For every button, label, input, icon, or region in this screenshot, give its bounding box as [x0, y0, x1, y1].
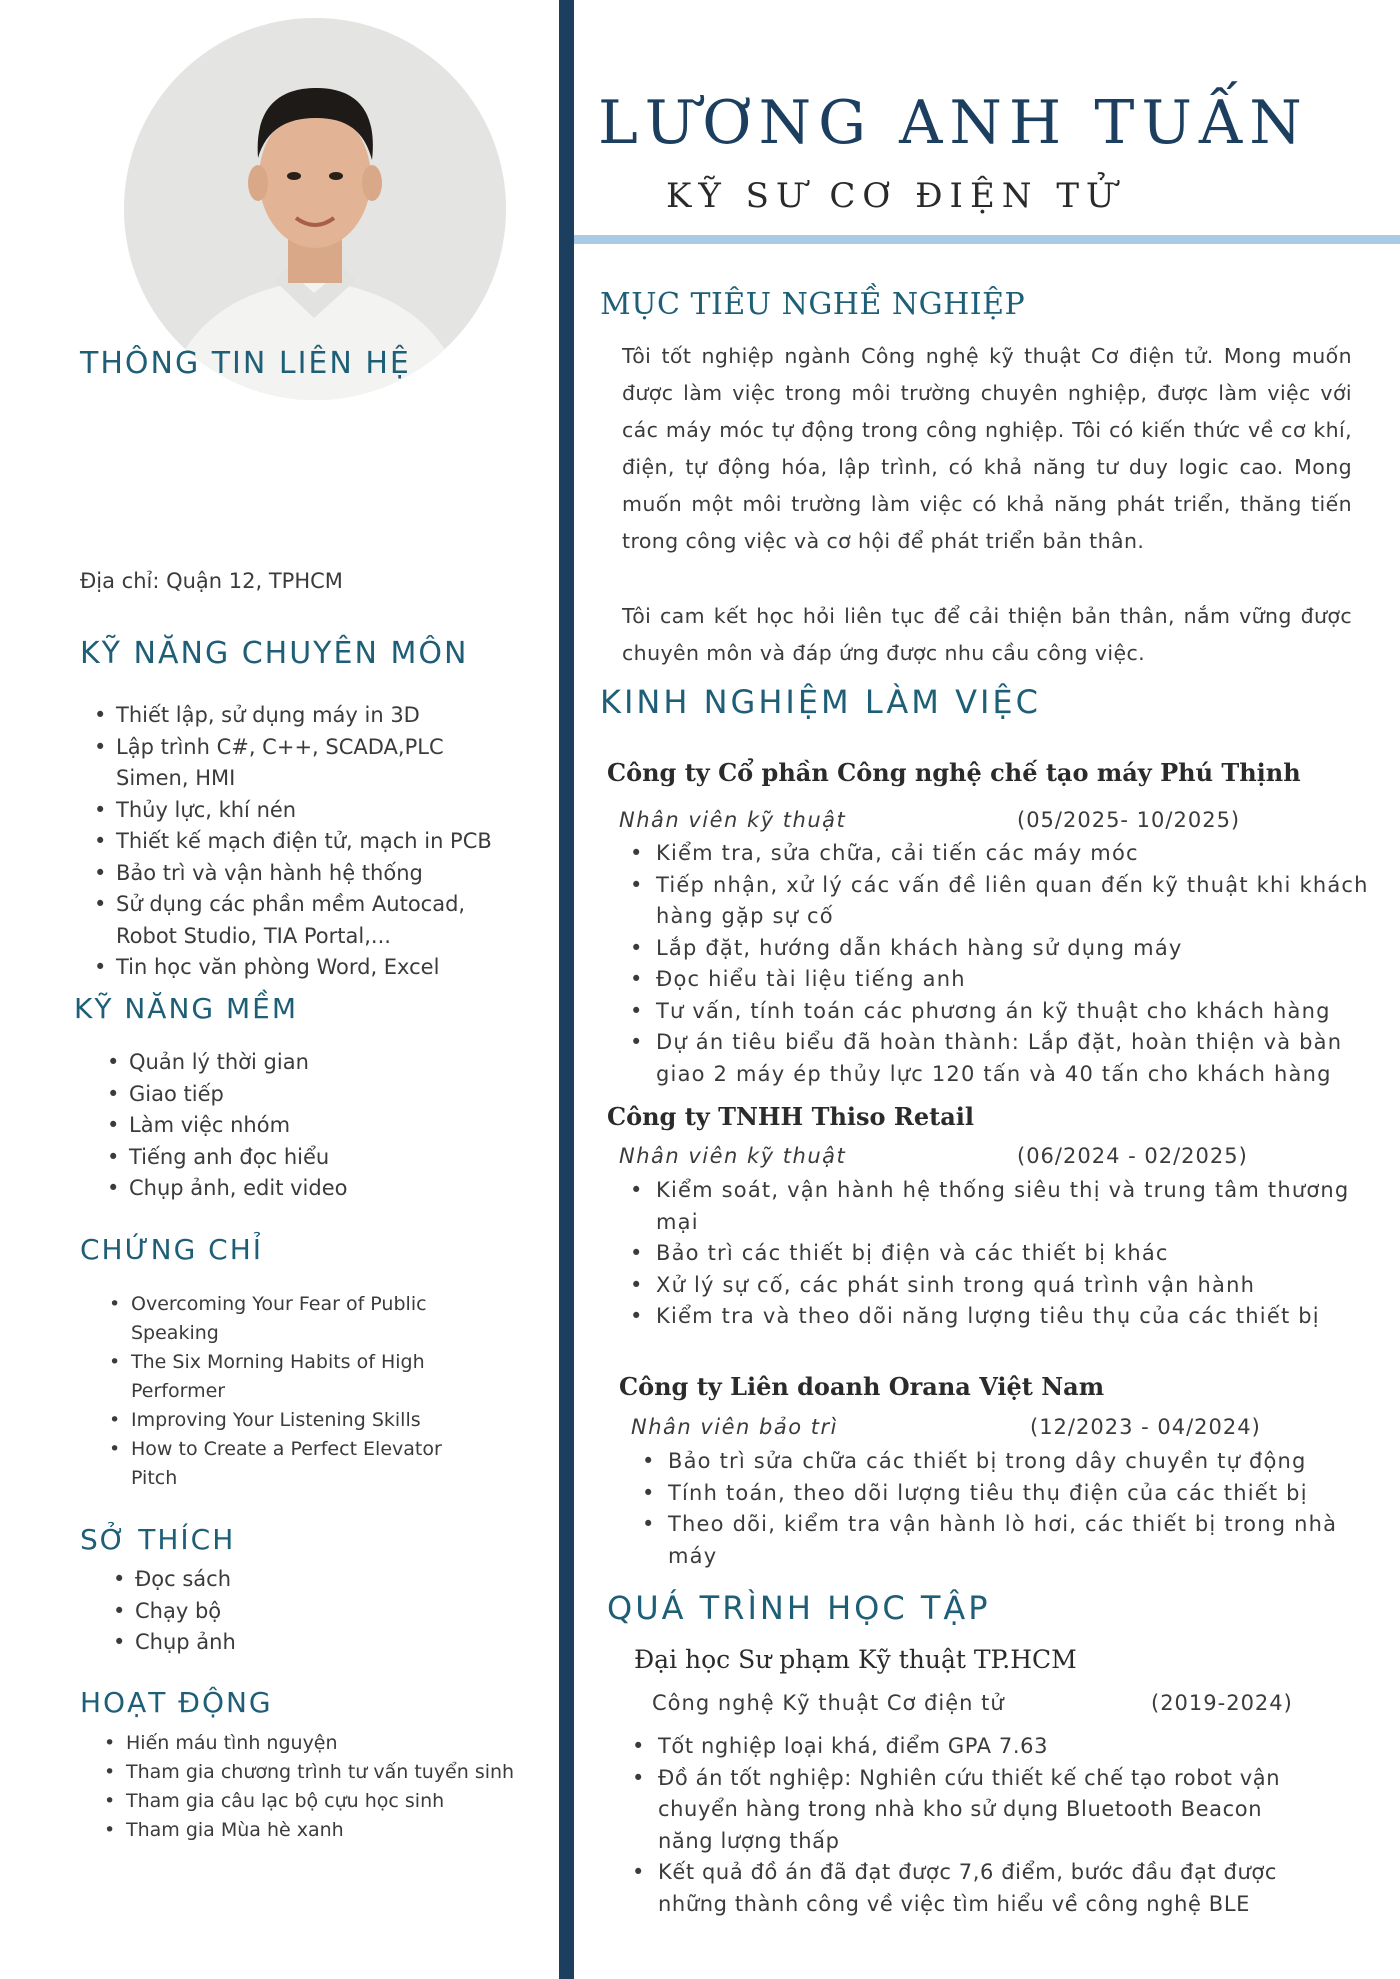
education-school: Đại học Sư phạm Kỹ thuật TP.HCM	[634, 1645, 1077, 1674]
list-item: • Đọc hiểu tài liệu tiếng anh	[630, 964, 1370, 996]
education-list	[632, 1731, 1312, 1920]
education-period: (2019-2024)	[1151, 1691, 1293, 1715]
list-item: • Chạy bộ	[113, 1596, 513, 1628]
list-item: • Kiểm soát, vận hành hệ thống siêu thị và trung tâm thương mại	[630, 1175, 1360, 1238]
list-item: • Dự án tiêu biểu đã hoàn thành: Lắp đặt, hoàn thiện và bàn giao 2 máy ép thủy lực 120 tấn và 40 tấn cho khách hàng	[630, 1027, 1370, 1090]
hard-skills-heading: KỸ NĂNG CHUYÊN MÔN	[80, 636, 469, 671]
list-item: • Bảo trì sửa chữa các thiết bị trong dây chuyền tự động	[642, 1446, 1362, 1478]
list-item: • Lập trình C#, C++, SCADA,PLC Simen, HMI	[94, 732, 524, 795]
education-major: Công nghệ Kỹ thuật Cơ điện tử	[652, 1691, 1005, 1715]
job-duties-list	[642, 1446, 1362, 1572]
header-underline-bar	[574, 235, 1400, 244]
job-period: (06/2024 - 02/2025)	[1017, 1144, 1248, 1168]
experience-heading: KINH NGHIỆM LÀM VIỆC	[600, 683, 1041, 721]
hard-skills-list	[94, 700, 524, 984]
certificates-heading: CHỨNG CHỈ	[80, 1233, 264, 1266]
portrait-illustration	[124, 18, 506, 400]
job-role: Nhân viên bảo trì	[631, 1415, 838, 1439]
list-item: • Xử lý sự cố, các phát sinh trong quá trình vận hành	[630, 1270, 1360, 1302]
objective-heading: MỤC TIÊU NGHỀ NGHIỆP	[600, 287, 1026, 322]
list-item: • Tiếp nhận, xử lý các vấn đề liên quan đến kỹ thuật khi khách hàng gặp sự cố	[630, 870, 1370, 933]
activities-list	[104, 1729, 554, 1845]
list-item: • Kết quả đồ án đã đạt được 7,6 điểm, bước đầu đạt được những thành công về việc tìm hiểu về công nghệ BLE	[632, 1857, 1312, 1920]
list-item: • Lắp đặt, hướng dẫn khách hàng sử dụng máy	[630, 933, 1370, 965]
list-item: • Thủy lực, khí nén	[94, 795, 524, 827]
list-item: • Thiết kế mạch điện tử, mạch in PCB	[94, 826, 524, 858]
list-item: • The Six Morning Habits of High Performer	[109, 1348, 479, 1406]
list-item: • Thiết lập, sử dụng máy in 3D	[94, 700, 524, 732]
hobbies-heading: SỞ THÍCH	[80, 1523, 236, 1556]
list-item: • Tính toán, theo dõi lượng tiêu thụ điện của các thiết bị	[642, 1478, 1362, 1510]
list-item: • Kiểm tra và theo dõi năng lượng tiêu thụ của các thiết bị	[630, 1301, 1360, 1333]
list-item: • Đồ án tốt nghiệp: Nghiên cứu thiết kế chế tạo robot vận chuyển hàng trong nhà kho sử dụng Bluetooth Beacon năng lượng thấp	[632, 1763, 1312, 1858]
job-company: Công ty Liên doanh Orana Việt Nam	[619, 1372, 1105, 1401]
list-item: • Bảo trì các thiết bị điện và các thiết bị khác	[630, 1238, 1360, 1270]
list-item: • Bảo trì và vận hành hệ thống	[94, 858, 524, 890]
job-role: Nhân viên kỹ thuật	[619, 1144, 847, 1168]
list-item: • Quản lý thời gian	[107, 1047, 527, 1079]
list-item: • Tin học văn phòng Word, Excel	[94, 952, 524, 984]
candidate-title: KỸ SƯ CƠ ĐIỆN TỬ	[666, 176, 1122, 216]
contact-address: Địa chỉ: Quận 12, TPHCM	[80, 569, 343, 593]
list-item: • Đọc sách	[113, 1564, 513, 1596]
soft-skills-heading: KỸ NĂNG MỀM	[74, 992, 299, 1025]
list-item: • Chụp ảnh	[113, 1627, 513, 1659]
list-item: • Giao tiếp	[107, 1079, 527, 1111]
list-item: • Làm việc nhóm	[107, 1110, 527, 1142]
list-item: • How to Create a Perfect Elevator Pitch	[109, 1435, 479, 1493]
list-item: • Tốt nghiệp loại khá, điểm GPA 7.63	[632, 1731, 1312, 1763]
certificates-list	[109, 1290, 479, 1493]
job-duties-list	[630, 1175, 1360, 1333]
list-item: • Tiếng anh đọc hiểu	[107, 1142, 527, 1174]
objective-paragraph-2: Tôi cam kết học hỏi liên tục để cải thiện bản thân, nắm vững được chuyên môn và đáp ứng được nhu cầu công việc.	[622, 604, 1352, 665]
contact-heading: THÔNG TIN LIÊN HỆ	[80, 346, 411, 381]
job-period: (12/2023 - 04/2024)	[1030, 1415, 1261, 1439]
job-period: (05/2025- 10/2025)	[1017, 808, 1241, 832]
list-item: • Hiến máu tình nguyện	[104, 1729, 554, 1758]
list-item: • Kiểm tra, sửa chữa, cải tiến các máy móc	[630, 838, 1370, 870]
soft-skills-list	[107, 1047, 527, 1205]
job-company: Công ty Cổ phần Công nghệ chế tạo máy Phú Thịnh	[607, 758, 1301, 787]
list-item: • Tư vấn, tính toán các phương án kỹ thuật cho khách hàng	[630, 996, 1370, 1028]
list-item: • Overcoming Your Fear of Public Speaking	[109, 1290, 479, 1348]
hobbies-list	[113, 1564, 513, 1659]
job-role: Nhân viên kỹ thuật	[619, 808, 847, 832]
list-item: • Chụp ảnh, edit video	[107, 1173, 527, 1205]
candidate-name: LƯƠNG ANH TUẤN	[598, 88, 1309, 158]
education-heading: QUÁ TRÌNH HỌC TẬP	[607, 1589, 991, 1627]
list-item: • Tham gia Mùa hè xanh	[104, 1816, 554, 1845]
list-item: • Improving Your Listening Skills	[109, 1406, 479, 1435]
list-item: • Sử dụng các phần mềm Autocad, Robot Studio, TIA Portal,...	[94, 889, 524, 952]
activities-heading: HOẠT ĐỘNG	[80, 1686, 273, 1719]
objective-paragraph-1: Tôi tốt nghiệp ngành Công nghệ kỹ thuật Cơ điện tử. Mong muốn được làm việc trong môi trường chuyên nghiệp, được làm việc với các máy móc tự động trong công nghiệp. Tôi có kiến thức về cơ khí, điện, tự động hóa, lập trình, có khả năng tư duy logic cao. Mong muốn một môi trường làm việc có khả năng phát triển, thăng tiến trong công việc và cơ hội để phát triển bản thân.	[622, 344, 1352, 553]
list-item: • Tham gia chương trình tư vấn tuyển sinh	[104, 1758, 554, 1787]
list-item: • Tham gia câu lạc bộ cựu học sinh	[104, 1787, 554, 1816]
list-item: • Theo dõi, kiểm tra vận hành lò hơi, các thiết bị trong nhà máy	[642, 1509, 1362, 1572]
job-duties-list	[630, 838, 1370, 1090]
profile-photo	[124, 18, 506, 400]
job-company: Công ty TNHH Thiso Retail	[607, 1102, 974, 1131]
vertical-divider-bar	[559, 0, 574, 1979]
